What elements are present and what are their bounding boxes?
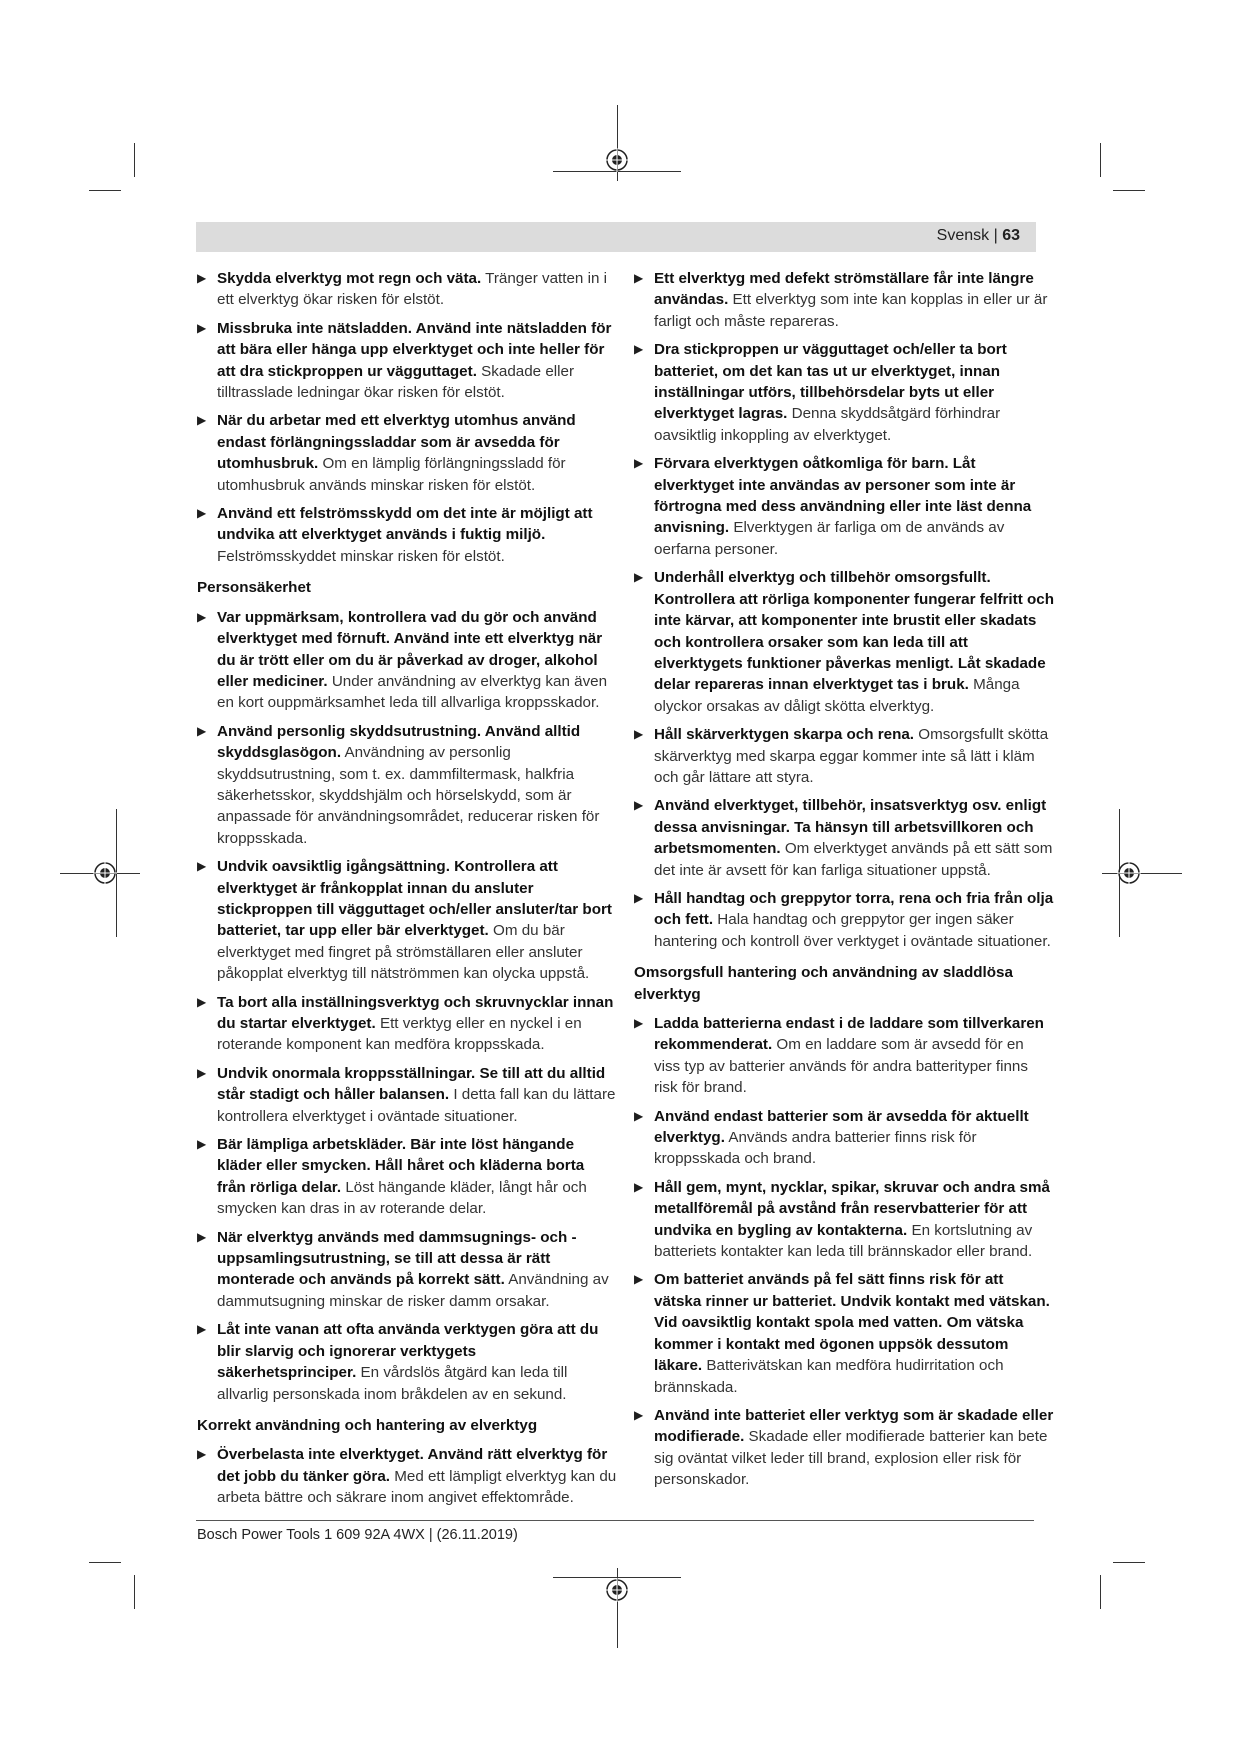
instruction-explanation: Ett elverktyg som inte kan kopplas in eller ur är farligt och måste repareras. [654,291,1048,330]
safety-item [197,1444,617,1508]
bullet-arrow-icon: ▶ [634,1179,644,1194]
registration-mark-icon [1117,861,1141,885]
safety-item [634,1177,1054,1263]
instruction-explanation: Skadade eller modifierade batterier kan bete sig oväntat vilket leder till brand, explosion eller risk för personskador. [654,1428,1048,1489]
safety-item [197,992,617,1056]
bullet-arrow-icon: ▶ [634,342,644,357]
safety-item [197,1319,617,1405]
bullet-arrow-icon: ▶ [634,798,644,813]
instruction-explanation: Med ett lämpligt elverktyg kan du arbeta bättre och säkrare inom angivet effektområde. [217,1467,617,1507]
instruction-explanation: Skadade eller tilltrasslade ledningar ökar risken för elstöt. [217,362,575,402]
safety-item [197,856,617,984]
safety-item [197,1227,617,1313]
safety-item [197,503,617,567]
instruction-explanation: Används andra batterier finns risk för kroppsskada och brand. [654,1129,977,1168]
instruction-explanation: Tränger vatten in i ett elverktyg ökar risken för elstöt. [217,270,607,309]
crop-mark [1113,190,1145,191]
safety-item [634,1013,1054,1099]
safety-item [197,268,617,311]
section-heading: Omsorgsfull hantering och användning av sladdlösa elverktyg [634,964,1013,1003]
safety-item [634,888,1054,952]
bullet-arrow-icon: ▶ [634,570,644,585]
instruction-bold: Håll gem, mynt, nycklar, spikar, skruvar och andra små metallföremål på avstånd från reservbatterier för att undvika en bygling av kontakterna. [654,1178,1050,1239]
bullet-arrow-icon: ▶ [197,1065,207,1080]
page-number: 63 [1002,227,1020,244]
instruction-explanation: Under användning av elverktyg kan även en kort ouppmärksamhet leda till allvarliga kroppsskador. [217,672,608,712]
safety-item [197,721,617,849]
instruction-bold: När du arbetar med ett elverktyg utomhus använd endast förlängningssladdar som är avsedda för utomhusbruk. [217,412,576,473]
registration-mark-icon [605,148,629,172]
instruction-explanation: Om du bär elverktyget med fingret på strömställaren eller ansluter påkopplat elverktyg till nätströmmen kan olycka uppstå. [217,922,590,983]
instruction-explanation: En kortslutning av batteriets kontakter kan leda till brännskador eller brand. [654,1221,1033,1261]
crop-mark [134,143,135,177]
safety-item [634,1269,1054,1397]
instruction-bold: Dra stickproppen ur vägguttaget och/eller ta bort batteriet, om det kan tas ut ur elverktyget, innan inställningar utförs, tillbehörsdelar byts ut eller elverktyget lagras. [654,341,1007,423]
crop-mark [89,1562,121,1563]
instruction-bold: Undvik onormala kroppsställningar. Se till att du alltid står stadigt och håller balansen. [217,1064,606,1104]
registration-mark-icon [93,861,117,885]
registration-line [1102,873,1182,874]
instruction-bold: Undvik oavsiktlig igångsättning. Kontrollera att elverktyget är frånkopplat innan du ansluter stickproppen till vägguttaget och/eller ansluter/tar bort batteriet, tar upp eller bär elverktyget. [217,858,612,940]
safety-item [197,1063,617,1127]
safety-item [197,410,617,496]
bullet-arrow-icon: ▶ [634,1407,644,1422]
footer-rule [196,1520,1034,1521]
instruction-bold: När elverktyg används med dammsugnings- och -uppsamlingsutrustning, se till att dessa är rätt monterade och används på korrekt sätt. [217,1228,577,1289]
instruction-bold: Förvara elverktygen oåtkomliga för barn. Låt elverktyget inte användas av personer som inte är förtrogna med dess användning eller inte läst denna anvisning. [654,455,1032,537]
bullet-arrow-icon: ▶ [634,456,644,471]
left-column [197,268,617,1516]
bullet-arrow-icon: ▶ [197,271,207,285]
crop-mark [89,190,121,191]
instruction-explanation: Omsorgsfullt skötta skärverktyg med skarpa eggar kommer inte så lätt i kläm och går lättare att styra. [654,726,1049,786]
bullet-arrow-icon: ▶ [197,506,207,521]
crop-mark [1100,1575,1101,1609]
instruction-bold: Var uppmärksam, kontrollera vad du gör och använd elverktyget med förnuft. Använd inte ett elverktyg när du är trött eller om du är påverkad av droger, alkohol eller mediciner. [217,608,603,690]
header-text [937,227,1020,245]
instruction-explanation: I detta fall kan du lättare kontrollera elverktyget i oväntade situationer. [217,1086,616,1125]
instruction-bold: Använd inte batteriet eller verktyg som är skadade eller modifierade. [654,1406,1054,1446]
header-separator: | [993,227,998,244]
safety-item [634,453,1054,560]
instruction-explanation: Om en lämplig förlängningssladd för utomhusbruk används minskar risken för elstöt. [217,455,566,494]
instruction-bold: Skydda elverktyg mot regn och väta. [217,270,482,287]
safety-item [634,268,1054,332]
safety-item [634,724,1054,788]
section-heading: Korrekt användning och hantering av elverktyg [197,1416,538,1434]
bullet-arrow-icon: ▶ [634,1108,644,1123]
instruction-explanation: Denna skyddsåtgärd förhindrar oavsiktlig inkoppling av elverktyget. [654,405,1001,444]
instruction-bold: Bär lämpliga arbetskläder. Bär inte löst hängande kläder eller smycken. Håll håret och kläderna borta från rörliga delar. [217,1136,585,1196]
bullet-arrow-icon: ▶ [197,859,207,874]
registration-mark-icon [605,1578,629,1602]
safety-item [197,318,617,404]
safety-item [634,795,1054,881]
instruction-bold: Använd endast batterier som är avsedda för aktuellt elverktyg. [654,1107,1029,1147]
safety-item [634,1106,1054,1170]
page-header [196,222,1036,252]
instruction-explanation: Om en laddare som är avsedd för en viss typ av batterier används för andra batterityper finns risk för brand. [654,1036,1028,1097]
crop-mark [1100,143,1101,177]
right-column [634,268,1054,1498]
bullet-arrow-icon: ▶ [197,413,207,428]
bullet-arrow-icon: ▶ [197,320,207,335]
instruction-bold: Låt inte vanan att ofta använda verktygen göra att du blir slarvig och ignorerar verktygets säkerhetsprinciper. [217,1321,599,1382]
instruction-explanation: Batterivätskan kan medföra hudirritation och brännskada. [654,1357,1004,1396]
bullet-arrow-icon: ▶ [634,271,644,285]
bullet-arrow-icon: ▶ [197,723,207,738]
bullet-arrow-icon: ▶ [197,609,207,624]
instruction-explanation: Hala handtag och greppytor ger ingen säker hantering och kontroll över verktyget i oväntade situationer. [654,911,1051,950]
instruction-bold: Använd elverktyget, tillbehör, insatsverktyg osv. enligt dessa anvisningar. Ta hänsyn till arbetsvillkoren och arbetsmomenten. [654,797,1047,858]
section-name: Svensk [936,227,990,244]
safety-item [197,1134,617,1220]
instruction-bold: Håll handtag och greppytor torra, rena och fria från olja och fett. [654,889,1054,929]
section-heading: Personsäkerhet [197,579,311,597]
instruction-explanation: Användning av dammutsugning minskar de risker damm orsakar. [217,1271,609,1310]
safety-item [634,1405,1054,1491]
instruction-bold: Missbruka inte nätsladden. Använd inte nätsladden för att bära eller hänga upp elverktyget och inte heller för att dra stickproppen ur vägguttaget. [217,319,612,380]
instruction-explanation: Elverktygen är farliga om de används av oerfarna personer. [654,519,1005,558]
bullet-arrow-icon: ▶ [197,1322,207,1337]
instruction-bold: Om batteriet används på fel sätt finns risk för att vätska rinner ur batteriet. Undvik kontakt med vätskan. Vid oavsiktlig kontakt spola med vatten. Om vätska kommer i kontakt med ögonen uppsök dessutom läkare. [654,1271,1050,1375]
instruction-explanation: Ett verktyg eller en nyckel i en roterande komponent kan medföra kroppsskada. [217,1015,582,1054]
instruction-explanation: Om elverktyget används på ett sätt som det inte är avsett för kan farliga situationer uppstå. [654,840,1053,879]
instruction-bold: Använd personlig skyddsutrustning. Använd alltid skyddsglasögon. [217,722,581,762]
safety-item [634,567,1054,717]
instruction-explanation: Många olyckor orsakas av dåligt skötta elverktyg. [654,676,1020,715]
safety-item [197,607,617,714]
bullet-arrow-icon: ▶ [634,727,644,742]
instruction-bold: Underhåll elverktyg och tillbehör omsorgsfullt. Kontrollera att rörliga komponenter fungerar felfritt och inte kärvar, att komponenter inte brustit eller skadats och kontrollera orsaker som kan leda till att elverktygets funktioner påverkas menligt. Låt skadade delar repareras innan elverktyget tas i bruk. [654,569,1054,694]
instruction-bold: Ett elverktyg med defekt strömställare får inte längre användas. [654,270,1034,309]
bullet-arrow-icon: ▶ [634,1272,644,1287]
safety-item [634,339,1054,446]
instruction-explanation: En vårdslös åtgärd kan leda till allvarlig personskada inom bråkdelen av en sekund. [217,1364,568,1403]
instruction-bold: Håll skärverktygen skarpa och rena. [654,726,915,744]
instruction-bold: Ta bort alla inställningsverktyg och skruvnycklar innan du startar elverktyget. [217,993,614,1032]
crop-mark [134,1575,135,1609]
instruction-explanation: Felströmsskyddet minskar risken för elstöt. [217,547,505,565]
bullet-arrow-icon: ▶ [197,1447,207,1462]
bullet-arrow-icon: ▶ [197,1229,207,1244]
crop-mark [1113,1562,1145,1563]
instruction-bold: Överbelasta inte elverktyget. Använd rätt elverktyg för det jobb du tänker göra. [217,1446,608,1485]
instruction-bold: Använd ett felströmsskydd om det inte är möjligt att undvika att elverktyget används i fuktig miljö. [217,505,593,544]
footer-text: Bosch Power Tools 1 609 92A 4WX | (26.11.2019) [197,1527,518,1543]
bullet-arrow-icon: ▶ [634,890,644,905]
bullet-arrow-icon: ▶ [197,994,207,1009]
bullet-arrow-icon: ▶ [634,1016,644,1030]
instruction-explanation: Användning av personlig skyddsutrustning, som t. ex. dammfiltermask, halkfria säkerhetsskor, skyddshjälm och hörselskydd, som är anpassade för användningsområdet, reducerar risken för kroppsskada. [217,744,600,847]
instruction-explanation: Löst hängande kläder, långt hår och smycken kan dras in av roterande delar. [217,1178,587,1218]
bullet-arrow-icon: ▶ [197,1137,207,1152]
instruction-bold: Ladda batterierna endast i de laddare som tillverkaren rekommenderat. [654,1015,1044,1054]
